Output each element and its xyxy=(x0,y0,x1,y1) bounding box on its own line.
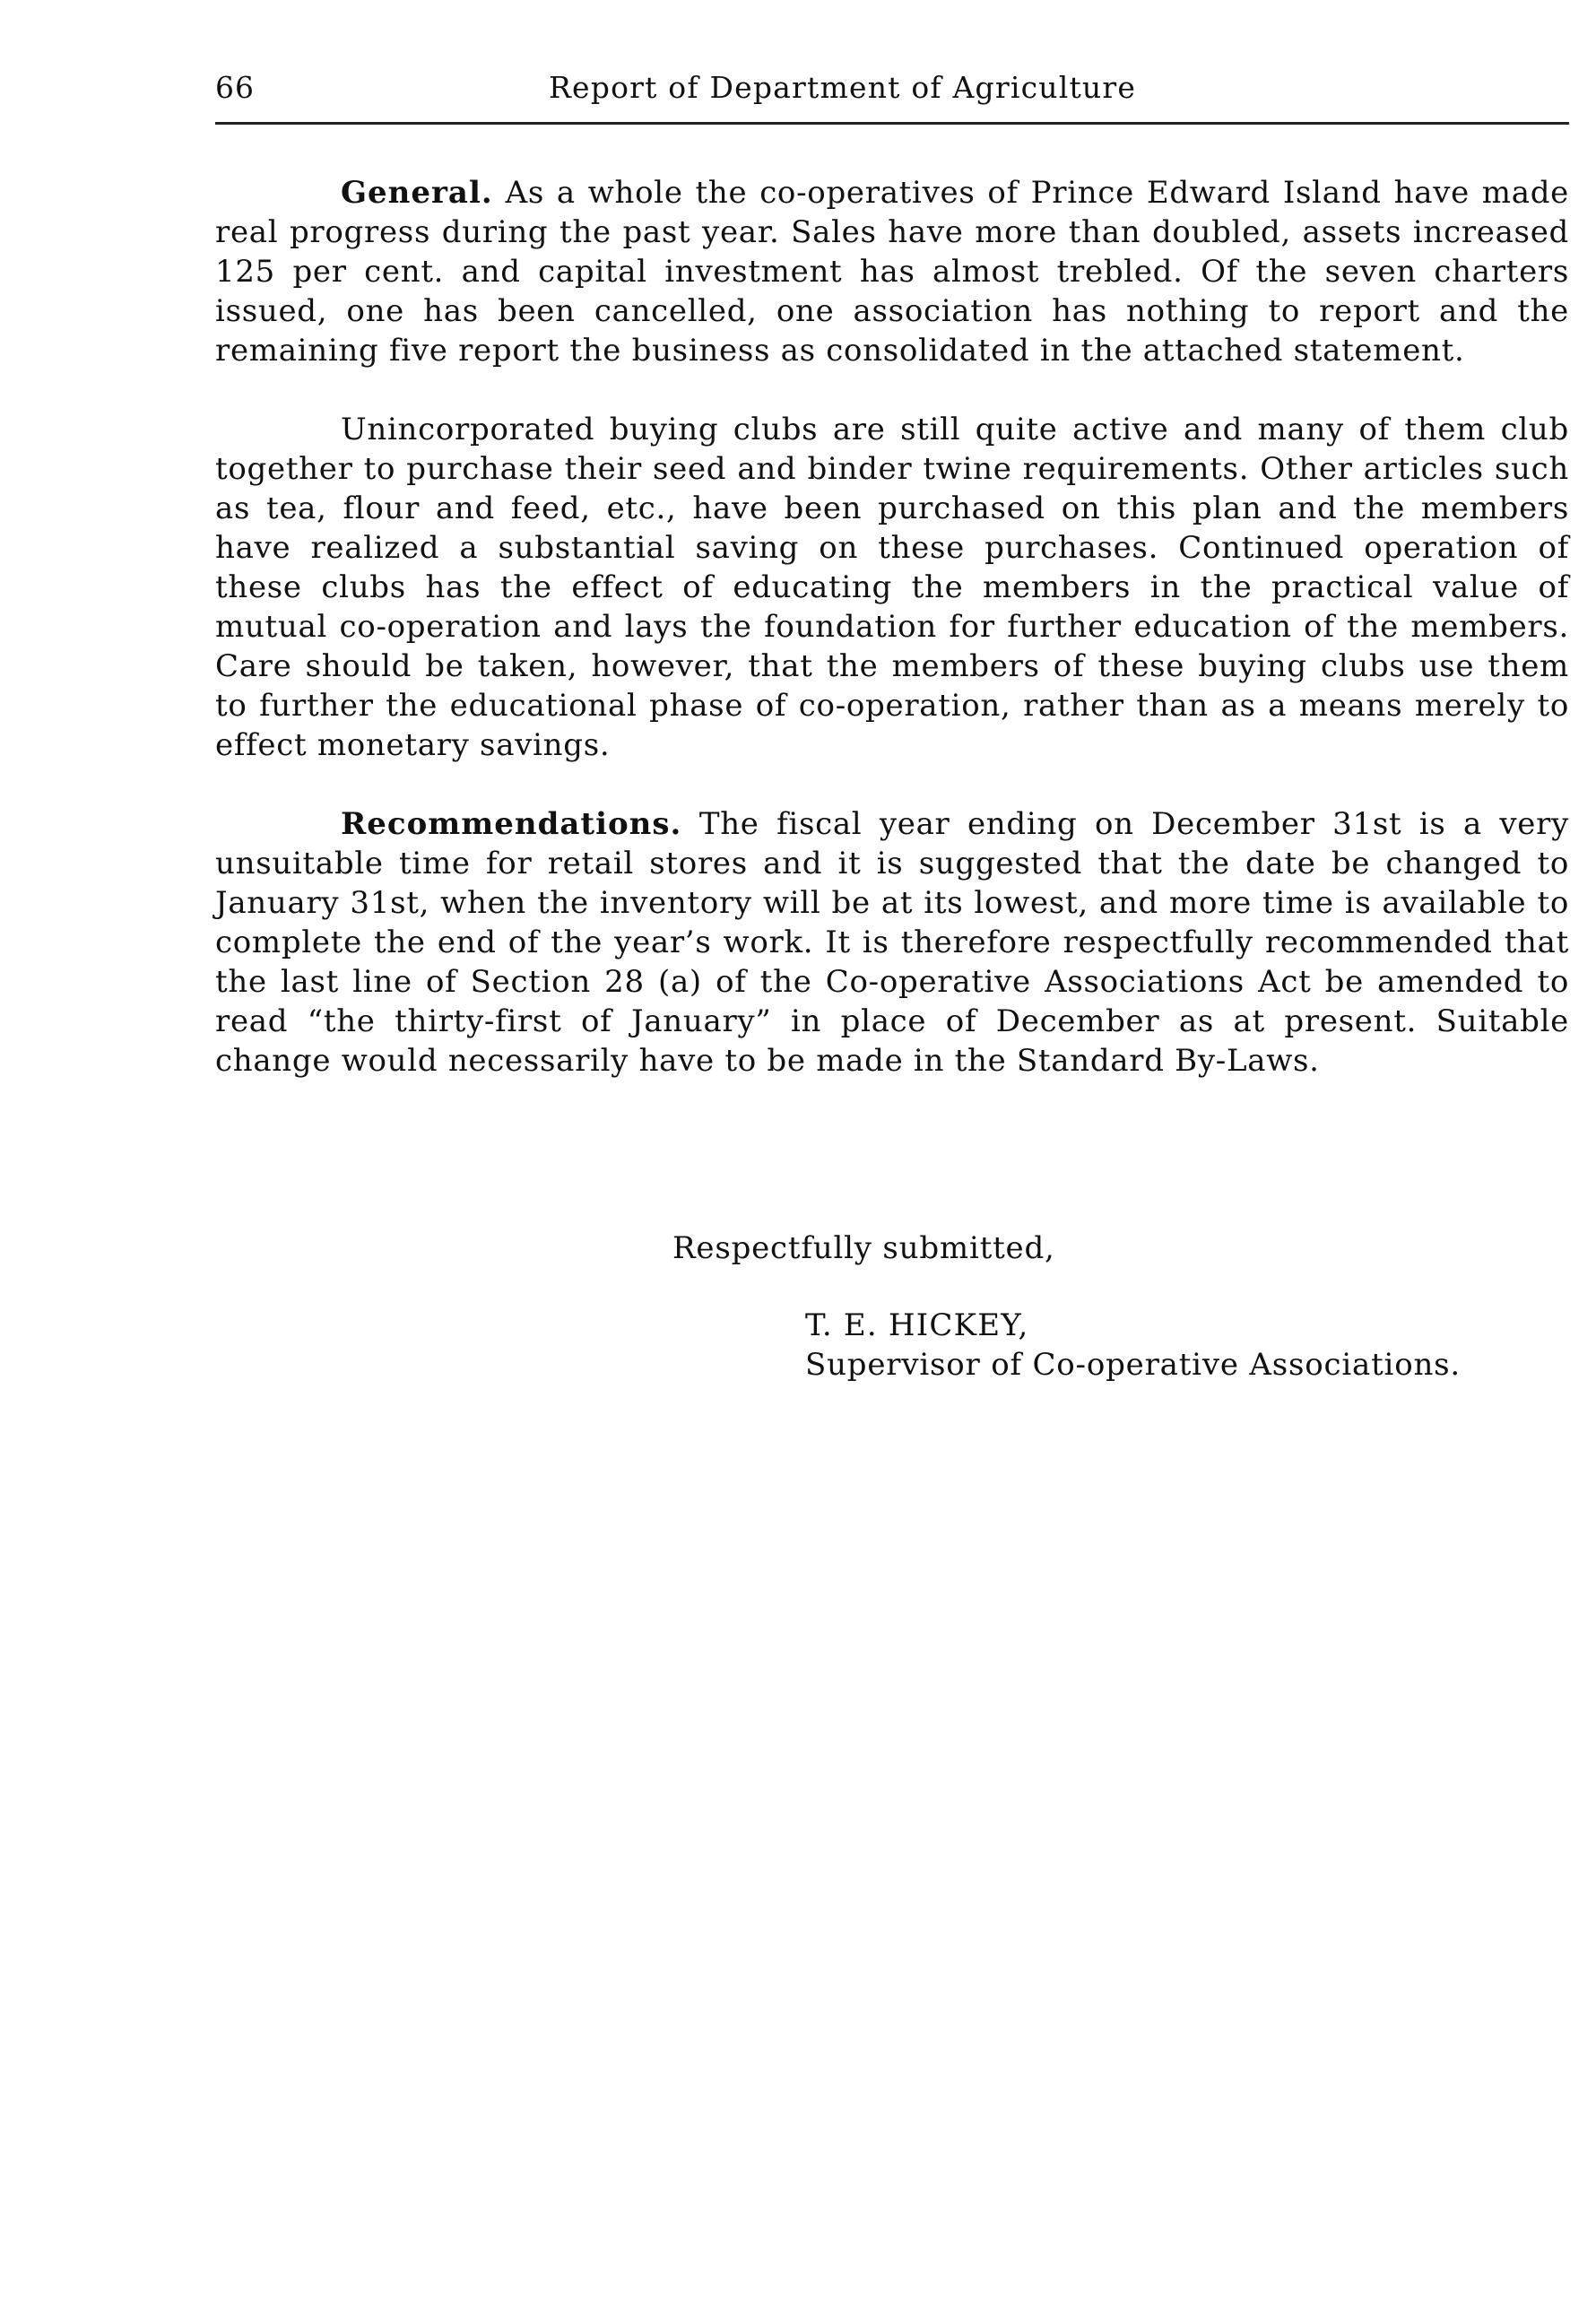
general-paragraph xyxy=(215,173,1569,370)
signer-title: Supervisor of Co-operative Associations. xyxy=(805,1347,1462,1383)
general-heading: General. xyxy=(341,175,493,211)
buying-clubs-paragraph-text: Unincorporated buying clubs are still quite active and many of them club together to purchase their seed and binder twine requirements. Other articles such as tea, flour and feed, etc., have been purchased on this plan and the members have realized a substantial saving on these purchases. Continued operation of these clubs has the effect of educating the members in the practical value of mutual co-operation and lays the foundation for further education of the members. Care should be taken, however, that the members of these buying clubs use them to further the educational phase of co-operation, rather than as a means merely to effect monetary savings. xyxy=(215,412,1569,763)
respectfully-submitted: Respectfully submitted, xyxy=(672,1230,1055,1266)
recommendations-paragraph-text: The fiscal year ending on December 31st is a very unsuitable time for retail stores and it is suggested that the date be changed to January 31st, when the inventory will be at its lowest, and more time is available to complete the end of the year’s work. It is therefore respectfully recommended that the last line of Section 28 (a) of the Co-operative Associations Act be amended to read “the thirty-first of January” in place of December as at present. Suitable change would necessarily have to be made in the Standard By-Laws. xyxy=(215,806,1569,1079)
buying-clubs-paragraph xyxy=(215,410,1569,765)
header-rule xyxy=(215,122,1569,125)
signer-name: T. E. HICKEY, xyxy=(805,1307,1029,1343)
recommendations-paragraph xyxy=(215,804,1569,1081)
running-head: Report of Department of Agriculture xyxy=(549,70,1137,105)
report-body xyxy=(215,173,1569,1081)
page-header xyxy=(215,70,1569,115)
recommendations-heading: Recommendations. xyxy=(341,806,682,842)
general-paragraph-text: As a whole the co-operatives of Prince Edward Island have made real progress during the past year. Sales have more than doubled, assets increased 125 per cent. and capital investment has almost trebled. Of the seven charters issued, one has been cancelled, one association has nothing to report and the remaining five report the business as consolidated in the attached statement. xyxy=(215,175,1569,369)
page-number: 66 xyxy=(215,70,255,105)
